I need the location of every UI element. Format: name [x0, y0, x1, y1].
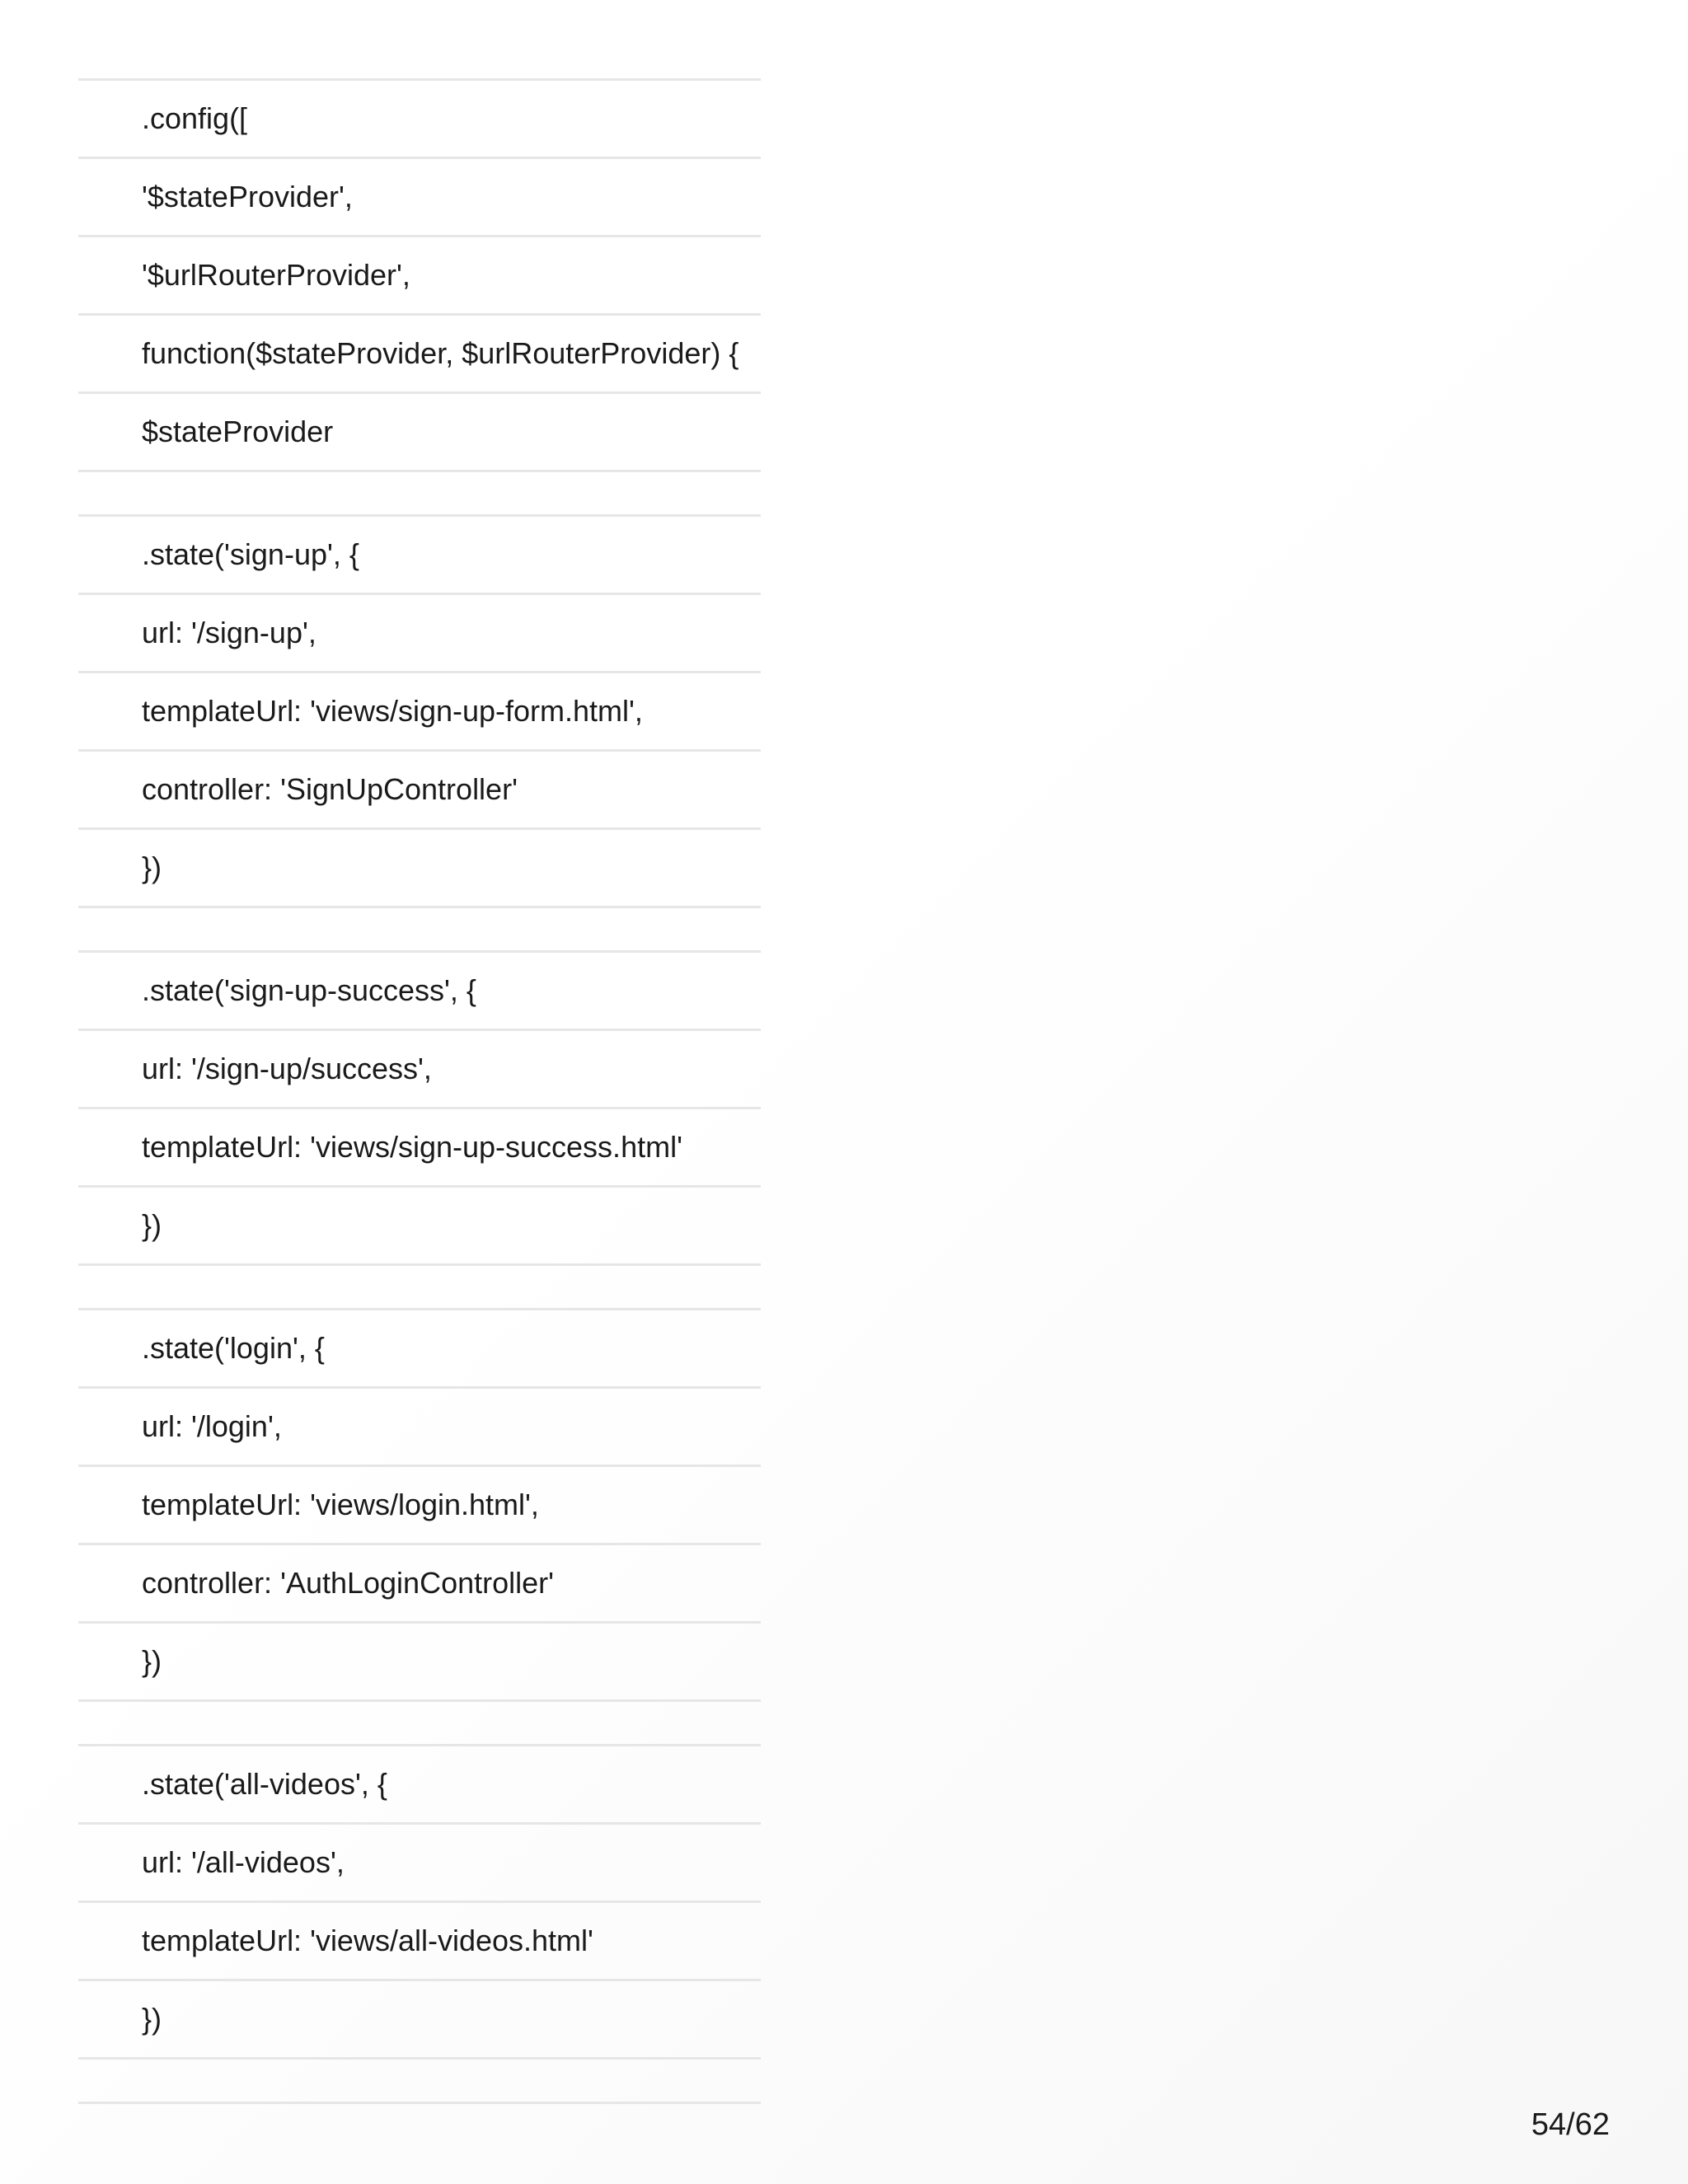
code-line-text: '$stateProvider',	[142, 180, 353, 213]
code-row	[78, 1310, 761, 1389]
code-table	[78, 78, 761, 2104]
code-row	[78, 953, 761, 1031]
code-line-text: .state('sign-up-success', {	[142, 973, 476, 1007]
code-row	[78, 1109, 761, 1188]
page-number: 54/62	[1531, 2107, 1610, 2142]
code-row	[78, 1624, 761, 1702]
code-line-text: .state('sign-up', {	[142, 537, 359, 571]
code-line-text: url: '/login',	[142, 1409, 282, 1443]
code-row	[78, 1467, 761, 1545]
code-line-text: .state('login', {	[142, 1331, 325, 1365]
code-row	[78, 1188, 761, 1266]
code-line-text: url: '/sign-up',	[142, 616, 316, 649]
code-line-text: })	[142, 851, 162, 884]
code-line-text: })	[142, 2002, 162, 2036]
code-line-text: })	[142, 1208, 162, 1242]
code-row-empty	[78, 2060, 761, 2104]
code-row	[78, 1981, 761, 2060]
code-line-text: url: '/all-videos',	[142, 1845, 345, 1879]
code-row-empty	[78, 1702, 761, 1746]
code-row	[78, 81, 761, 159]
code-row	[78, 830, 761, 908]
code-row	[78, 673, 761, 752]
code-row	[78, 1545, 761, 1624]
code-row	[78, 1031, 761, 1109]
code-row	[78, 752, 761, 830]
code-row	[78, 237, 761, 316]
code-line-text: '$urlRouterProvider',	[142, 258, 410, 292]
code-line-text: function($stateProvider, $urlRouterProvider) {	[142, 336, 739, 370]
code-line-text: templateUrl: 'views/login.html',	[142, 1488, 539, 1521]
code-line-text: templateUrl: 'views/sign-up-success.html'	[142, 1130, 682, 1164]
code-row	[78, 1746, 761, 1825]
code-row	[78, 394, 761, 472]
code-row	[78, 1389, 761, 1467]
code-line-text: templateUrl: 'views/sign-up-form.html',	[142, 694, 643, 728]
code-row	[78, 1903, 761, 1981]
code-line-text: templateUrl: 'views/all-videos.html'	[142, 1924, 593, 1957]
code-row-empty	[78, 472, 761, 517]
code-row-empty	[78, 1266, 761, 1310]
code-row-empty	[78, 908, 761, 953]
code-row	[78, 517, 761, 595]
code-row	[78, 159, 761, 237]
code-line-text: })	[142, 1644, 162, 1678]
code-line-text: .state('all-videos', {	[142, 1767, 387, 1801]
code-row	[78, 1825, 761, 1903]
code-line-text: controller: 'AuthLoginController'	[142, 1566, 555, 1600]
code-line-text: controller: 'SignUpController'	[142, 772, 518, 806]
code-line-text: $stateProvider	[142, 415, 334, 448]
code-row	[78, 595, 761, 673]
code-line-text: .config([	[142, 101, 248, 135]
code-line-text: url: '/sign-up/success',	[142, 1052, 432, 1085]
code-row	[78, 316, 761, 394]
